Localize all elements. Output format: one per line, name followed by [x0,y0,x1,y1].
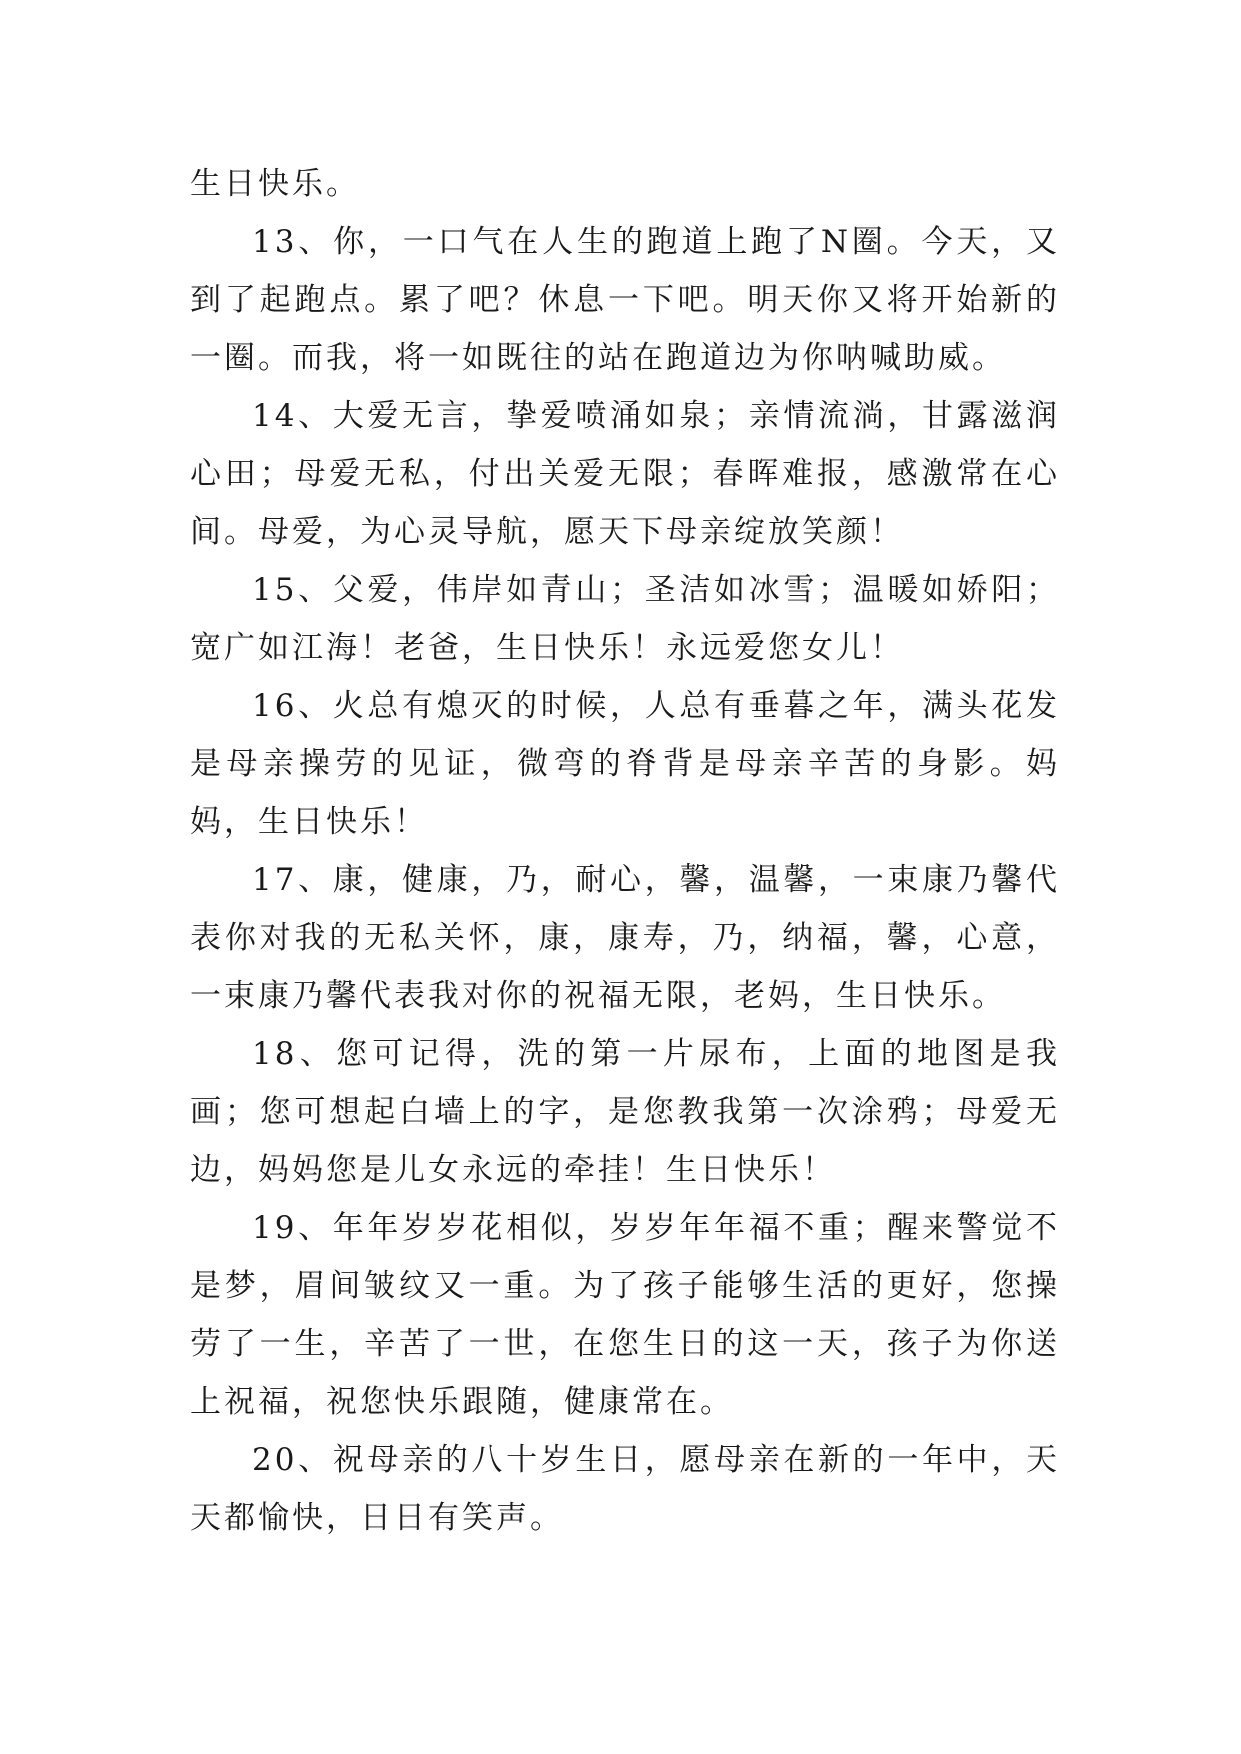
paragraph-item-13: 13、你，一口气在人生的跑道上跑了N圈。今天，又到了起跑点。累了吧？休息一下吧。明天你又将开始新的一圈。而我，将一如既往的站在跑道边为你呐喊助威。 [190,224,1060,376]
paragraph-continuation: 生日快乐。 [190,166,360,202]
paragraph-item-16: 16、火总有熄灭的时候，人总有垂暮之年，满头花发是母亲操劳的见证，微弯的脊背是母亲辛苦的身影。妈妈，生日快乐！ [190,688,1060,840]
paragraph-item-19: 19、年年岁岁花相似，岁岁年年福不重；醒来警觉不是梦，眉间皱纹又一重。为了孩子能够生活的更好，您操劳了一生，辛苦了一世，在您生日的这一天，孩子为你送上祝福，祝您快乐跟随，健康常在。 [190,1210,1060,1420]
document-body [190,155,1060,1547]
paragraph-item-15: 15、父爱，伟岸如青山；圣洁如冰雪；温暖如娇阳；宽广如江海！老爸，生日快乐！永远爱您女儿！ [190,572,1060,666]
paragraph-item-18: 18、您可记得，洗的第一片尿布，上面的地图是我画；您可想起白墙上的字，是您教我第一次涂鸦；母爱无边，妈妈您是儿女永远的牵挂！生日快乐！ [190,1036,1060,1188]
paragraph-item-14: 14、大爱无言，挚爱喷涌如泉；亲情流淌，甘露滋润心田；母爱无私，付出关爱无限；春晖难报，感激常在心间。母爱，为心灵导航，愿天下母亲绽放笑颜！ [190,398,1060,550]
paragraph-item-20: 20、祝母亲的八十岁生日，愿母亲在新的一年中，天天都愉快，日日有笑声。 [190,1442,1060,1536]
paragraph-item-17: 17、康，健康，乃，耐心，馨，温馨，一束康乃馨代表你对我的无私关怀，康，康寿，乃，纳福，馨，心意，一束康乃馨代表我对你的祝福无限，老妈，生日快乐。 [190,862,1060,1014]
